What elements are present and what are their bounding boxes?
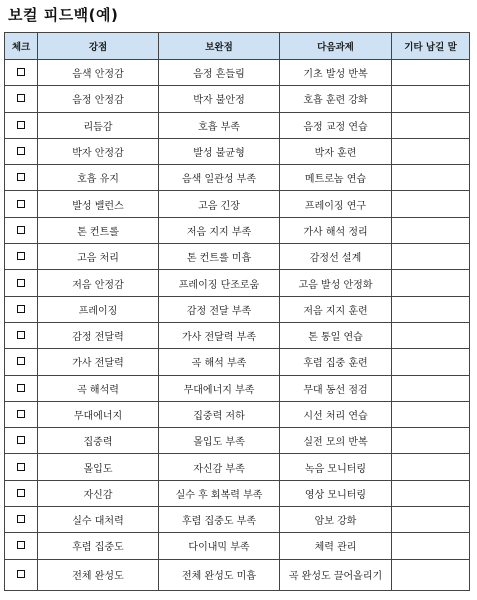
note-cell[interactable] xyxy=(392,428,470,454)
next-task-cell: 메트로놈 연습 xyxy=(280,165,392,191)
checkbox[interactable] xyxy=(17,94,25,102)
strength-cell: 전체 완성도 xyxy=(38,559,159,590)
table-row xyxy=(5,191,470,217)
weakness-cell: 고음 긴장 xyxy=(159,191,280,217)
check-cell xyxy=(5,559,38,590)
check-cell xyxy=(5,217,38,243)
page-title: 보컬 피드백(예) xyxy=(8,6,119,24)
weakness-cell: 실수 후 회복력 부족 xyxy=(159,480,280,506)
header-note: 기타 남길 말 xyxy=(392,33,470,60)
table-header-row xyxy=(5,33,470,60)
strength-cell: 박자 안정감 xyxy=(38,138,159,164)
next-task-cell: 박자 훈련 xyxy=(280,138,392,164)
table-row xyxy=(5,401,470,427)
next-task-cell: 가사 해석 정리 xyxy=(280,217,392,243)
check-cell xyxy=(5,349,38,375)
strength-cell: 고음 처리 xyxy=(38,244,159,270)
note-cell[interactable] xyxy=(392,507,470,533)
table-row xyxy=(5,375,470,401)
note-cell[interactable] xyxy=(392,401,470,427)
header-strength: 강점 xyxy=(38,33,159,60)
note-cell[interactable] xyxy=(392,217,470,243)
strength-cell: 발성 밸런스 xyxy=(38,191,159,217)
check-cell xyxy=(5,507,38,533)
weakness-cell: 프레이징 단조로움 xyxy=(159,270,280,296)
table-row xyxy=(5,112,470,138)
header-weakness: 보완점 xyxy=(159,33,280,60)
note-cell[interactable] xyxy=(392,322,470,348)
note-cell[interactable] xyxy=(392,86,470,112)
next-task-cell: 호흡 훈련 강화 xyxy=(280,86,392,112)
note-cell[interactable] xyxy=(392,138,470,164)
check-cell xyxy=(5,86,38,112)
note-cell[interactable] xyxy=(392,244,470,270)
weakness-cell: 박자 불안정 xyxy=(159,86,280,112)
strength-cell: 자신감 xyxy=(38,480,159,506)
next-task-cell: 곡 완성도 끌어올리기 xyxy=(280,559,392,590)
weakness-cell: 자신감 부족 xyxy=(159,454,280,480)
note-cell[interactable] xyxy=(392,480,470,506)
table-row xyxy=(5,217,470,243)
weakness-cell: 호흡 부족 xyxy=(159,112,280,138)
next-task-cell: 실전 모의 반복 xyxy=(280,428,392,454)
table-row xyxy=(5,270,470,296)
table-row xyxy=(5,559,470,590)
feedback-table xyxy=(4,32,470,591)
strength-cell: 저음 안정감 xyxy=(38,270,159,296)
note-cell[interactable] xyxy=(392,349,470,375)
strength-cell: 몰입도 xyxy=(38,454,159,480)
table-row xyxy=(5,296,470,322)
weakness-cell: 다이내믹 부족 xyxy=(159,533,280,559)
strength-cell: 가사 전달력 xyxy=(38,349,159,375)
table-row xyxy=(5,349,470,375)
check-cell xyxy=(5,428,38,454)
checkbox[interactable] xyxy=(17,173,25,181)
next-task-cell: 암보 강화 xyxy=(280,507,392,533)
checkbox[interactable] xyxy=(17,541,25,549)
check-cell xyxy=(5,454,38,480)
note-cell[interactable] xyxy=(392,375,470,401)
checkbox[interactable] xyxy=(17,147,25,155)
weakness-cell: 음정 흔들림 xyxy=(159,60,280,86)
next-task-cell: 감정선 설계 xyxy=(280,244,392,270)
check-cell xyxy=(5,296,38,322)
strength-cell: 감정 전달력 xyxy=(38,322,159,348)
weakness-cell: 후렴 집중도 부족 xyxy=(159,507,280,533)
check-cell xyxy=(5,112,38,138)
next-task-cell: 톤 통일 연습 xyxy=(280,322,392,348)
strength-cell: 후렴 집중도 xyxy=(38,533,159,559)
check-cell xyxy=(5,270,38,296)
note-cell[interactable] xyxy=(392,112,470,138)
weakness-cell: 집중력 저하 xyxy=(159,401,280,427)
strength-cell: 호흡 유지 xyxy=(38,165,159,191)
next-task-cell: 고음 발성 안정화 xyxy=(280,270,392,296)
note-cell[interactable] xyxy=(392,559,470,590)
checkbox[interactable] xyxy=(17,357,25,365)
strength-cell: 음색 안정감 xyxy=(38,60,159,86)
check-cell xyxy=(5,191,38,217)
strength-cell: 리듬감 xyxy=(38,112,159,138)
weakness-cell: 음색 일관성 부족 xyxy=(159,165,280,191)
checkbox[interactable] xyxy=(17,384,25,392)
checkbox[interactable] xyxy=(17,489,25,497)
table-row xyxy=(5,60,470,86)
strength-cell: 곡 해석력 xyxy=(38,375,159,401)
check-cell xyxy=(5,533,38,559)
strength-cell: 프레이징 xyxy=(38,296,159,322)
strength-cell: 음정 안정감 xyxy=(38,86,159,112)
checkbox[interactable] xyxy=(17,570,25,578)
note-cell[interactable] xyxy=(392,454,470,480)
table-row xyxy=(5,480,470,506)
note-cell[interactable] xyxy=(392,270,470,296)
strength-cell: 실수 대처력 xyxy=(38,507,159,533)
checkbox[interactable] xyxy=(17,200,25,208)
header-check: 체크 xyxy=(5,33,38,60)
weakness-cell: 발성 불균형 xyxy=(159,138,280,164)
next-task-cell: 저음 지지 훈련 xyxy=(280,296,392,322)
next-task-cell: 음정 교정 연습 xyxy=(280,112,392,138)
checkbox[interactable] xyxy=(17,68,25,76)
table-row xyxy=(5,138,470,164)
checkbox[interactable] xyxy=(17,410,25,418)
checkbox[interactable] xyxy=(17,226,25,234)
checkbox[interactable] xyxy=(17,305,25,313)
check-cell xyxy=(5,165,38,191)
table-row xyxy=(5,244,470,270)
checkbox[interactable] xyxy=(17,515,25,523)
weakness-cell: 몰입도 부족 xyxy=(159,428,280,454)
strength-cell: 무대에너지 xyxy=(38,401,159,427)
note-cell[interactable] xyxy=(392,296,470,322)
weakness-cell: 톤 컨트롤 미흡 xyxy=(159,244,280,270)
checkbox[interactable] xyxy=(17,252,25,260)
weakness-cell: 곡 해석 부족 xyxy=(159,349,280,375)
table-row xyxy=(5,165,470,191)
next-task-cell: 후렴 집중 훈련 xyxy=(280,349,392,375)
weakness-cell: 저음 지지 부족 xyxy=(159,217,280,243)
table-row xyxy=(5,428,470,454)
next-task-cell: 시선 처리 연습 xyxy=(280,401,392,427)
strength-cell: 집중력 xyxy=(38,428,159,454)
checkbox[interactable] xyxy=(17,121,25,129)
note-cell[interactable] xyxy=(392,165,470,191)
next-task-cell: 체력 관리 xyxy=(280,533,392,559)
check-cell xyxy=(5,244,38,270)
table-row xyxy=(5,322,470,348)
next-task-cell: 무대 동선 점검 xyxy=(280,375,392,401)
check-cell xyxy=(5,375,38,401)
next-task-cell: 프레이징 연구 xyxy=(280,191,392,217)
table-row xyxy=(5,507,470,533)
next-task-cell: 영상 모니터링 xyxy=(280,480,392,506)
note-cell[interactable] xyxy=(392,60,470,86)
table-row xyxy=(5,454,470,480)
next-task-cell: 녹음 모니터링 xyxy=(280,454,392,480)
check-cell xyxy=(5,401,38,427)
checkbox[interactable] xyxy=(17,331,25,339)
strength-cell: 톤 컨트롤 xyxy=(38,217,159,243)
weakness-cell: 무대에너지 부족 xyxy=(159,375,280,401)
weakness-cell: 감정 전달 부족 xyxy=(159,296,280,322)
table-row xyxy=(5,86,470,112)
check-cell xyxy=(5,480,38,506)
note-cell[interactable] xyxy=(392,533,470,559)
header-next-task: 다음과제 xyxy=(280,33,392,60)
next-task-cell: 기초 발성 반복 xyxy=(280,60,392,86)
checkbox[interactable] xyxy=(17,436,25,444)
weakness-cell: 전체 완성도 미흡 xyxy=(159,559,280,590)
note-cell[interactable] xyxy=(392,191,470,217)
checkbox[interactable] xyxy=(17,463,25,471)
checkbox[interactable] xyxy=(17,279,25,287)
table-row xyxy=(5,533,470,559)
check-cell xyxy=(5,60,38,86)
check-cell xyxy=(5,138,38,164)
weakness-cell: 가사 전달력 부족 xyxy=(159,322,280,348)
check-cell xyxy=(5,322,38,348)
